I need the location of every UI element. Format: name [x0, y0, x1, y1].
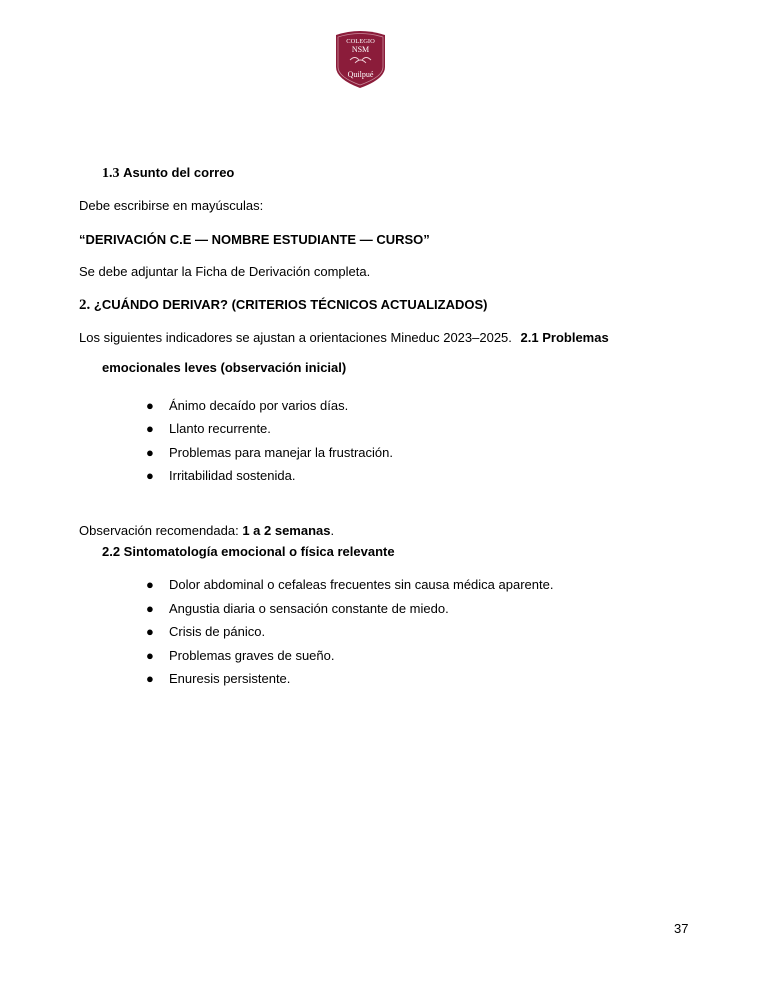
svg-text:NSM: NSM [351, 45, 370, 54]
list-item-text: Angustia diaria o sensación constante de miedo. [169, 601, 449, 616]
section-2-1-title-part2: emocionales leves (observación inicial) [102, 360, 347, 375]
bullet-icon: ● [146, 624, 154, 639]
school-logo [332, 29, 389, 89]
svg-text:COLEGIO: COLEGIO [346, 38, 375, 45]
observacion-label: Observación recomendada: [79, 523, 243, 538]
list-item-text: Crisis de pánico. [169, 624, 266, 639]
section-2-1-title-part1: 2.1 Problemas [520, 330, 609, 345]
paragraph-mayusculas: Debe escribirse en mayúsculas: [79, 198, 264, 213]
observacion-suffix: . [330, 523, 335, 538]
section-1-3-title: Asunto del correo [123, 165, 235, 180]
observacion-value: 1 a 2 semanas [242, 523, 331, 538]
section-2-2-heading: 2.2 Sintomatología emocional o física relevante [102, 544, 395, 559]
bullet-icon: ● [146, 445, 154, 460]
bullet-icon: ● [146, 601, 154, 616]
paragraph-indicadores [79, 330, 609, 346]
list-item-text: Irritabilidad sostenida. [169, 468, 296, 483]
bullet-icon: ● [146, 648, 154, 663]
section-1-3-number: 1.3 [102, 166, 120, 181]
list-item-text: Problemas para manejar la frustración. [169, 445, 393, 460]
subject-format: “DERIVACIÓN C.E — NOMBRE ESTUDIANTE — CURSO” [79, 232, 430, 247]
list-item-text: Problemas graves de sueño. [169, 648, 335, 663]
bullet-icon: ● [146, 421, 154, 436]
observacion-recomendada [79, 523, 334, 539]
bullet-icon: ● [146, 468, 154, 483]
bullet-icon: ● [146, 398, 154, 413]
list-item-text: Ánimo decaído por varios días. [169, 398, 349, 413]
section-1-3-heading [102, 165, 234, 182]
indicadores-text: Los siguientes indicadores se ajustan a orientaciones Mineduc 2023–2025. [79, 330, 512, 345]
section-2-title: ¿CUÁNDO DERIVAR? (CRITERIOS TÉCNICOS ACTUALIZADOS) [93, 297, 488, 312]
svg-text:Quilpué: Quilpué [347, 70, 374, 79]
paragraph-ficha: Se debe adjuntar la Ficha de Derivación completa. [79, 264, 371, 279]
bullet-icon: ● [146, 671, 154, 686]
section-2-number: 2. [79, 297, 91, 313]
list-item-text: Enuresis persistente. [169, 671, 291, 686]
list-item-text: Dolor abdominal o cefaleas frecuentes sin causa médica aparente. [169, 577, 554, 592]
list-item-text: Llanto recurrente. [169, 421, 271, 436]
school-crest-icon [332, 29, 389, 89]
page-number: 37 [674, 921, 689, 936]
section-2-heading [79, 297, 487, 313]
bullet-icon: ● [146, 577, 154, 592]
